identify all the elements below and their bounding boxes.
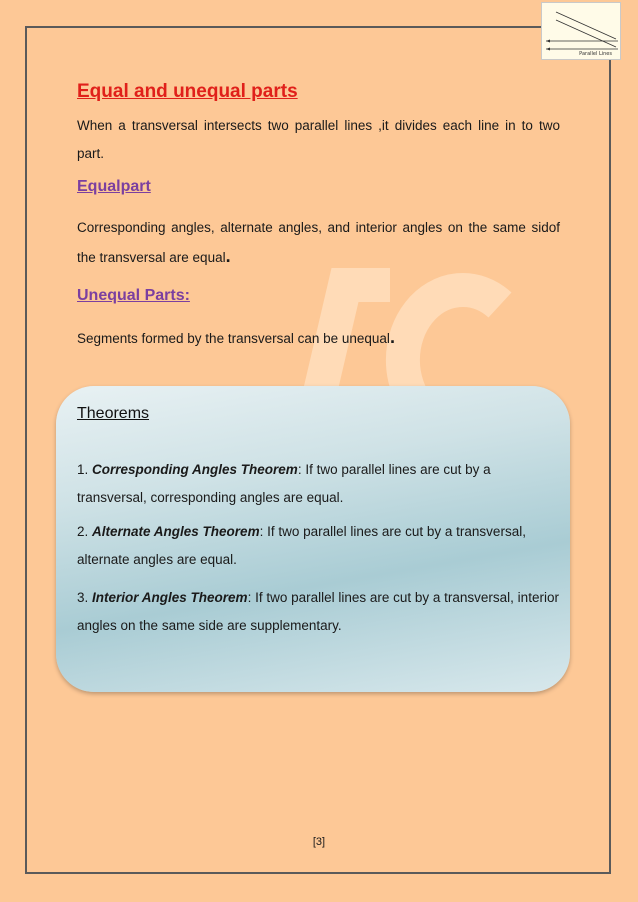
- theorem-name: Interior Angles Theorem: [92, 590, 248, 605]
- unequal-parts-paragraph: [77, 323, 560, 353]
- theorem-text: : If two parallel lines are cut by a transversal, alternate angles are equal.: [77, 524, 526, 567]
- theorem-number: 3.: [77, 590, 89, 605]
- page-number: [3]: [312, 836, 326, 848]
- equal-part-paragraph: [77, 214, 560, 272]
- theorem-number: 1.: [77, 462, 89, 477]
- section-heading: Equal and unequal parts: [77, 81, 298, 102]
- theorems-heading: Theorems: [77, 405, 150, 422]
- theorem-name: Alternate Angles Theorem: [92, 524, 260, 539]
- theorem-item-2: [77, 518, 562, 574]
- theorem-name: Corresponding Angles Theorem: [92, 462, 298, 477]
- parallel-lines-thumbnail: [541, 2, 621, 60]
- theorem-item-1: [77, 456, 562, 512]
- unequal-parts-heading: Unequal Parts:: [77, 287, 190, 304]
- theorem-item-3: [77, 584, 562, 640]
- equal-part-text: Corresponding angles, alternate angles, and interior angles on the same sidof the transversal are equal: [77, 220, 560, 265]
- thumbnail-caption: Parallel Lines: [579, 51, 612, 57]
- equal-part-heading: Equalpart: [77, 178, 151, 195]
- theorem-text: : If two parallel lines are cut by a transversal, corresponding angles are equal.: [77, 462, 491, 505]
- unequal-parts-text: Segments formed by the transversal can be unequal: [77, 331, 390, 346]
- equal-part-period: .: [225, 246, 231, 266]
- theorem-number: 2.: [77, 524, 89, 539]
- intro-paragraph: When a transversal intersects two parallel lines ,it divides each line in to two part.: [77, 118, 560, 161]
- unequal-parts-period: .: [389, 327, 395, 347]
- theorem-text: : If two parallel lines are cut by a transversal, interior angles on the same side are supplementary.: [77, 590, 559, 633]
